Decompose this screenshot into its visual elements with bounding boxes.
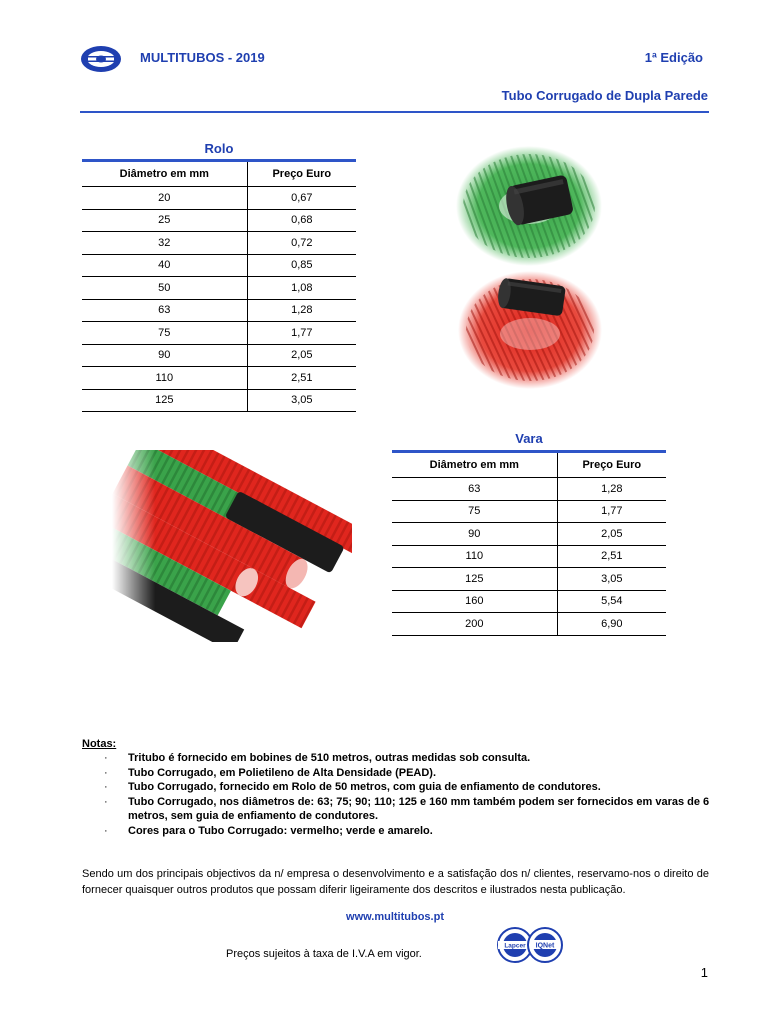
diameter-cell: 90 [392, 523, 557, 546]
rolo-price-table [82, 159, 356, 412]
diameter-cell: 160 [392, 590, 557, 613]
note-text: Cores para o Tubo Corrugado: vermelho; verde e amarelo. [128, 824, 433, 837]
brand-title: MULTITUBOS - 2019 [140, 50, 265, 65]
price-cell: 6,90 [557, 613, 666, 636]
list-item [82, 766, 712, 781]
column-header-price: Preço Euro [557, 452, 666, 478]
list-item [82, 751, 712, 766]
table-row [82, 277, 356, 300]
table-row [392, 478, 666, 501]
table-row [82, 254, 356, 277]
list-item [82, 795, 712, 824]
price-cell: 1,77 [557, 500, 666, 523]
table-row [392, 500, 666, 523]
price-cell: 1,08 [247, 277, 356, 300]
diameter-cell: 63 [82, 299, 247, 322]
diameter-cell: 110 [392, 545, 557, 568]
table-row [82, 389, 356, 412]
certification-seals [495, 925, 567, 965]
table-row [392, 613, 666, 636]
notes-section [82, 738, 712, 838]
price-cell: 0,85 [247, 254, 356, 277]
seal-1-label: Lapcer [504, 942, 526, 950]
vara-price-table [392, 450, 666, 636]
table-row [82, 187, 356, 210]
list-item [82, 824, 712, 839]
price-cell: 1,28 [247, 299, 356, 322]
price-cell: 1,28 [557, 478, 666, 501]
column-header-price: Preço Euro [247, 161, 356, 187]
notes-list [82, 751, 712, 838]
price-cell: 3,05 [247, 389, 356, 412]
price-cell: 0,68 [247, 209, 356, 232]
note-text: Tubo Corrugado, em Polietileno de Alta Densidade (PEAD). [128, 766, 437, 779]
note-text: Tritubo é fornecido em bobines de 510 metros, outras medidas sob consulta. [128, 752, 531, 764]
bullet-icon: · [104, 824, 108, 837]
diameter-cell: 90 [82, 344, 247, 367]
bullet-icon: · [104, 795, 108, 808]
price-cell: 2,51 [247, 367, 356, 390]
price-cell: 5,54 [557, 590, 666, 613]
diameter-cell: 25 [82, 209, 247, 232]
price-cell: 1,77 [247, 322, 356, 345]
diameter-cell: 110 [82, 367, 247, 390]
note-text: Tubo Corrugado, fornecido em Rolo de 50 metros, com guia de enfiamento de condutores. [128, 781, 601, 793]
website-link[interactable]: www.multitubos.pt [346, 911, 444, 923]
pipe-bundle-photo [112, 450, 352, 642]
diameter-cell: 125 [392, 568, 557, 591]
table-row [392, 545, 666, 568]
table-row [82, 367, 356, 390]
diameter-cell: 125 [82, 389, 247, 412]
price-cell: 2,51 [557, 545, 666, 568]
page-number: 1 [700, 965, 708, 980]
rolo-title: Rolo [204, 141, 234, 156]
table-row [82, 209, 356, 232]
bullet-icon: · [104, 781, 108, 793]
list-item [82, 780, 712, 795]
price-cell: 2,05 [247, 344, 356, 367]
table-row [392, 590, 666, 613]
price-cell: 3,05 [557, 568, 666, 591]
note-text: Tubo Corrugado, nos diâmetros de: 63; 75; 90; 110; 125 e 160 mm também podem ser fornecidos em varas de 6 metros, sem guia de enfiamento de condutores. [128, 795, 710, 822]
bullet-icon: · [104, 752, 108, 764]
table-row [392, 568, 666, 591]
vat-note: Preços sujeitos à taxa de I.V.A em vigor. [226, 948, 422, 960]
green-pipe-coil-photo [455, 145, 603, 267]
table-row [82, 344, 356, 367]
diameter-cell: 75 [392, 500, 557, 523]
diameter-cell: 40 [82, 254, 247, 277]
company-logo [80, 44, 122, 74]
table-row [392, 523, 666, 546]
price-cell: 0,67 [247, 187, 356, 210]
diameter-cell: 50 [82, 277, 247, 300]
column-header-diameter: Diâmetro em mm [392, 452, 557, 478]
red-pipe-coil-photo [458, 270, 603, 390]
column-header-diameter: Diâmetro em mm [82, 161, 247, 187]
diameter-cell: 32 [82, 232, 247, 255]
seal-2-label: IQNet [535, 942, 555, 950]
header-divider [80, 111, 709, 113]
diameter-cell: 200 [392, 613, 557, 636]
vara-title: Vara [515, 431, 543, 446]
disclaimer-text: Sendo um dos principais objectivos da n/ empresa o desenvolvimento e a satisfação dos n/ clientes, reservamo-nos o direito de fornecer quaisquer outros produtos que possam diferir ligeiramente dos descritos e ilustrados nesta publicação. [82, 868, 709, 896]
price-cell: 2,05 [557, 523, 666, 546]
table-row [82, 232, 356, 255]
notes-heading: Notas: [82, 738, 117, 750]
page-subtitle: Tubo Corrugado de Dupla Parede [501, 88, 708, 103]
diameter-cell: 63 [392, 478, 557, 501]
edition-label: 1ª Edição [644, 50, 703, 65]
diameter-cell: 20 [82, 187, 247, 210]
diameter-cell: 75 [82, 322, 247, 345]
price-cell: 0,72 [247, 232, 356, 255]
table-row [82, 299, 356, 322]
table-row [82, 322, 356, 345]
bullet-icon: · [104, 766, 108, 779]
